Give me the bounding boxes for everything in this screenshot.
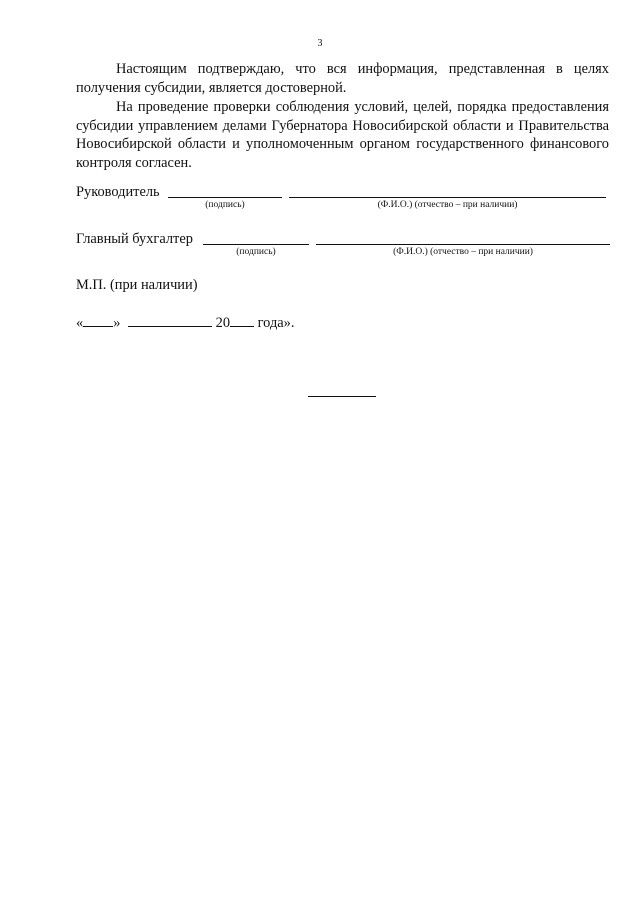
confirmation-paragraph: Настоящим подтверждаю, что вся информация, представленная в целях получения субсидии, является достоверной. xyxy=(76,61,609,96)
director-name-caption: (Ф.И.О.) (отчество – при наличии) xyxy=(377,200,518,210)
accountant-label: Главный бухгалтер xyxy=(76,231,193,247)
stamp-placeholder: М.П. (при наличии) xyxy=(76,277,198,293)
date-close-quote: » xyxy=(113,315,121,331)
date-suffix: года». xyxy=(257,315,295,331)
document-end-divider xyxy=(308,396,376,397)
page-number: 3 xyxy=(317,38,323,49)
year-century: 20 xyxy=(215,315,231,331)
director-signature-caption: (подпись) xyxy=(205,200,245,210)
year-blank[interactable] xyxy=(230,313,254,327)
accountant-name-caption: (Ф.И.О.) (отчество – при наличии) xyxy=(393,247,533,257)
date-line xyxy=(76,313,294,332)
accountant-name-line[interactable] xyxy=(316,244,610,245)
date-open-quote: « xyxy=(76,315,84,331)
director-name-line[interactable] xyxy=(289,197,606,198)
day-blank[interactable] xyxy=(83,313,113,327)
month-blank[interactable] xyxy=(128,313,212,327)
consent-paragraph: На проведение проверки соблюдения условий, целей, порядка предоставления субсидии управлением делами Губернатора Новосибирской области и Правительства Новосибирской области и уполномоченным органом государственного финансового контроля согласен. xyxy=(76,99,609,171)
accountant-signature-line[interactable] xyxy=(203,244,309,245)
accountant-signature-caption: (подпись) xyxy=(236,247,276,257)
director-signature-line[interactable] xyxy=(168,197,282,198)
director-label: Руководитель xyxy=(76,184,160,200)
